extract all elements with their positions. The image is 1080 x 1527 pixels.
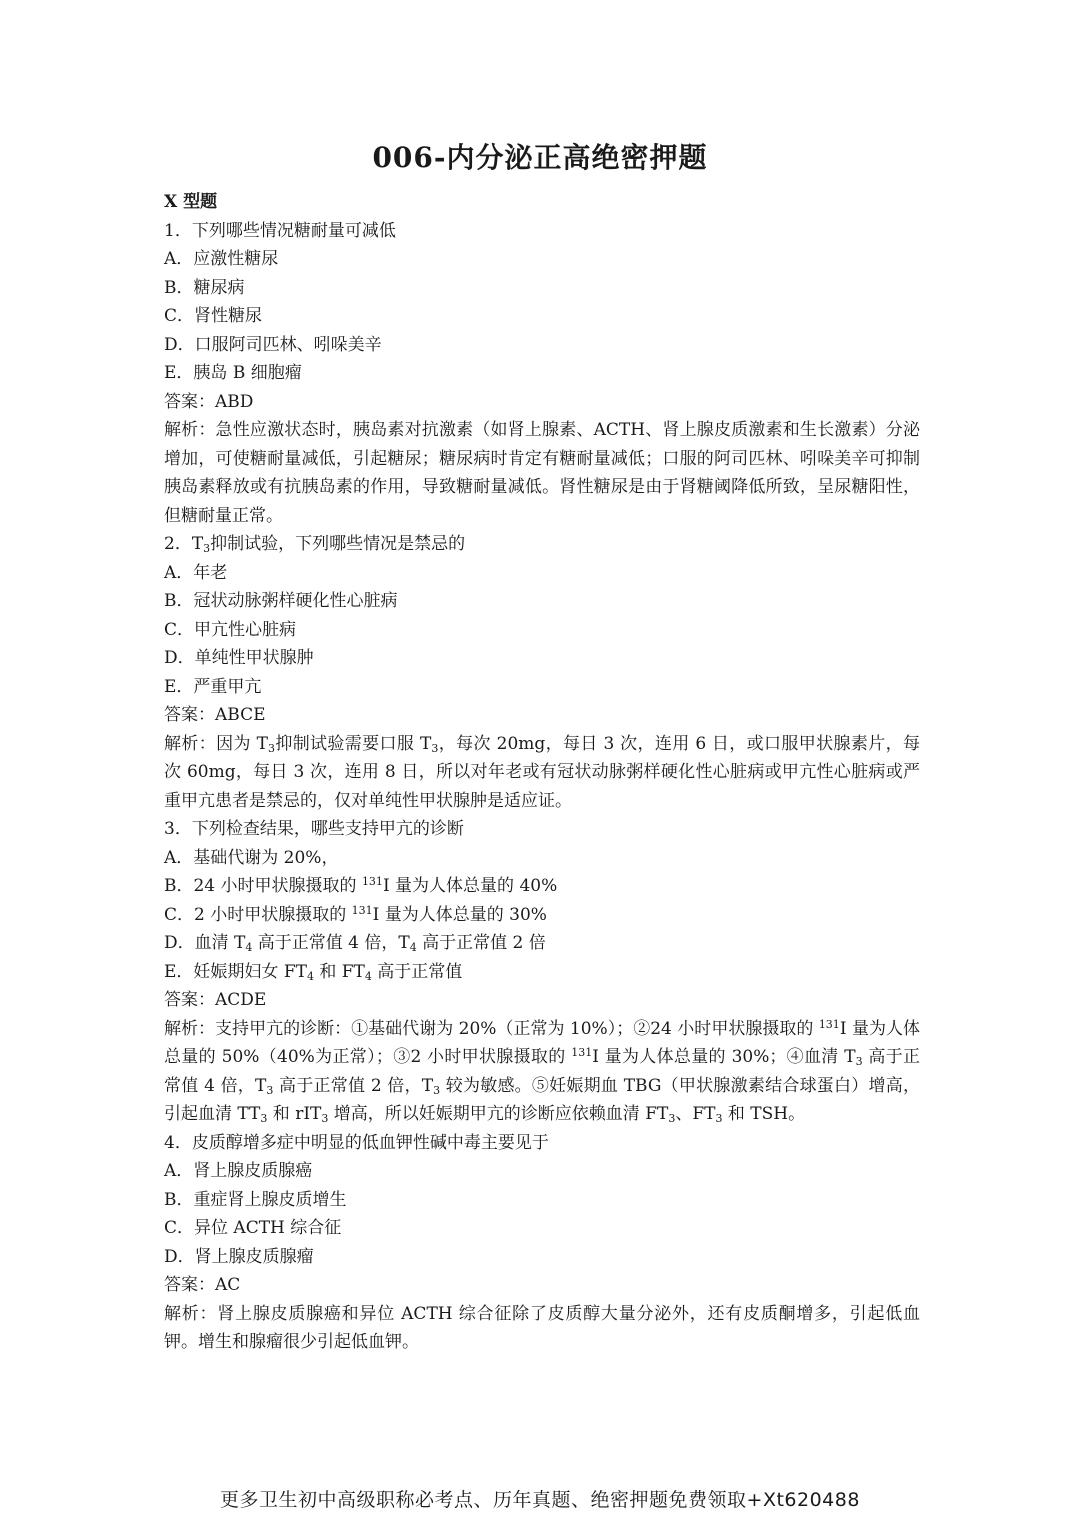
superscript: 131 [571, 1046, 593, 1059]
question-1-option-c: C．肾性糖尿 [164, 306, 263, 326]
subscript: 3 [433, 1083, 441, 1097]
question-3-option-c [164, 901, 920, 930]
question-4-option-c: C．异位 ACTH 综合征 [164, 1218, 342, 1238]
analysis-text: 解析：因为 T [164, 733, 268, 754]
subscript: 3 [203, 542, 211, 555]
option-text: C．2 小时甲状腺摄取的 [164, 904, 352, 925]
question-2-option-b: B．冠状动脉粥样硬化性心脏病 [164, 591, 398, 611]
analysis-text: 增高，所以妊娠期甲亢的诊断应依赖血清 FT [328, 1104, 669, 1124]
analysis-text: ，每次 20mg，每日 3 次，连用 6 日，或口服甲状腺素片，每次 60mg，每日 3 次，连用 8 日，所以对年老或有冠状动脉粥样硬化性心脏病或甲亢性心脏病或严重甲亢患者是禁忌的，仅对单纯性甲状腺肿是适应证。 [164, 733, 920, 811]
option-text: 高于正常值 4 倍，T [252, 933, 410, 953]
question-2-option-a: A．年老 [164, 562, 228, 583]
analysis-text: 高于正常值 2 倍，T [273, 1075, 434, 1096]
option-text: I 量为人体总量的 30% [372, 904, 547, 925]
question-4-answer: 答案：AC [164, 1275, 241, 1295]
analysis-text: I 量为人体总量的 50%（40%为正常）；③2 小时甲状腺摄取的 [164, 1018, 920, 1067]
question-3-stem: 3．下列检查结果，哪些支持甲亢的诊断 [164, 819, 464, 839]
analysis-text: 解析：支持甲亢的诊断：①基础代谢为 20%（正常为 10%）；②24 小时甲状腺摄取的 [164, 1018, 819, 1039]
question-4-analysis: 解析：肾上腺皮质腺癌和异位 ACTH 综合征除了皮质醇大量分泌外，还有皮质酮增多，引起低血钾。增生和腺瘤很少引起低血钾。 [164, 1303, 920, 1352]
superscript: 131 [818, 1017, 840, 1031]
analysis-text: 较为敏感。⑤妊娠期血 TBG（甲状腺激素结合球蛋白）增高，引起血清 TT [164, 1075, 920, 1124]
question-2-analysis [164, 730, 920, 816]
question-3-option-a: A．基础代谢为 20%， [164, 847, 339, 868]
section-heading: X 型题 [164, 192, 218, 212]
analysis-text: 和 rIT [267, 1104, 322, 1124]
analysis-text: I 量为人体总量的 30%；④血清 T [592, 1047, 856, 1067]
question-2-option-e: E．严重甲亢 [164, 676, 262, 697]
superscript: 131 [351, 903, 373, 917]
question-3-option-e [164, 958, 920, 987]
option-text: B．24 小时甲状腺摄取的 [164, 876, 362, 896]
stem-text: 2．T [164, 534, 204, 554]
question-4-option-a: A．肾上腺皮质腺癌 [164, 1161, 313, 1181]
question-4-option-b: B．重症肾上腺皮质增生 [164, 1189, 347, 1210]
option-text: 和 FT [313, 961, 365, 982]
question-1-option-b: B．糖尿病 [164, 277, 245, 298]
question-1-option-e: E．胰岛 B 细胞瘤 [164, 363, 302, 383]
question-4-option-d: D．肾上腺皮质腺瘤 [164, 1246, 314, 1267]
option-text: D．血清 T [164, 933, 246, 953]
subscript: 3 [715, 1112, 723, 1125]
question-1-stem: 1．下列哪些情况糖耐量可减低 [164, 220, 396, 241]
question-1-answer: 答案：ABD [164, 391, 254, 412]
subscript: 3 [855, 1055, 863, 1068]
subscript: 4 [409, 941, 417, 954]
question-1-analysis: 解析：急性应激状态时，胰岛素对抗激素（如肾上腺素、ACTH、肾上腺皮质激素和生长激素）分泌增加，可使糖耐量减低，引起糖尿；糖尿病时肯定有糖耐量减低；口服的阿司匹林、吲哚美辛可抑制胰岛素释放或有抗胰岛素的作用，导致糖耐量减低。肾性糖尿是由于肾糖阈降低所致，呈尿糖阳性，但糖耐量正常。 [164, 420, 920, 526]
superscript: 131 [361, 875, 383, 888]
analysis-text: 高于正常值 4 倍，T [164, 1047, 920, 1096]
option-text: 高于正常值 2 倍 [416, 933, 546, 953]
question-1-option-d: D．口服阿司匹林、吲哚美辛 [164, 334, 382, 355]
subscript: 3 [260, 1112, 268, 1125]
option-text: I 量为人体总量的 40% [382, 876, 558, 896]
subscript: 4 [245, 941, 253, 954]
promo-footer: 更多卫生初中高级职称必考点、历年真题、绝密押题免费领取+Xt620488 [220, 1489, 860, 1511]
subscript: 3 [266, 1083, 274, 1097]
option-text: 高于正常值 [371, 961, 463, 982]
document-body [164, 188, 920, 1357]
subscript: 3 [321, 1112, 329, 1125]
question-1-option-a: A．应激性糖尿 [164, 249, 279, 269]
question-3-analysis [164, 1015, 920, 1129]
question-3-option-d [164, 929, 920, 958]
analysis-text: 和 TSH。 [722, 1104, 806, 1124]
analysis-text: 抑制试验需要口服 T [274, 733, 432, 754]
subscript: 3 [267, 741, 275, 755]
question-2-option-c: C．甲亢性心脏病 [164, 619, 297, 640]
subscript: 3 [431, 741, 439, 755]
question-2-answer: 答案：ABCE [164, 705, 266, 725]
subscript: 4 [306, 969, 314, 983]
question-3-option-b [164, 872, 920, 901]
subscript: 4 [364, 969, 372, 983]
question-4-stem: 4．皮质醇增多症中明显的低血钾性碱中毒主要见于 [164, 1132, 549, 1153]
subscript: 3 [668, 1112, 676, 1125]
option-text: E．妊娠期妇女 FT [164, 961, 307, 982]
document-title: 006-内分泌正高绝密押题 [372, 141, 708, 174]
question-2-stem [164, 530, 920, 559]
analysis-text: 、FT [675, 1104, 716, 1124]
question-3-answer: 答案：ACDE [164, 990, 267, 1010]
question-2-option-d: D．单纯性甲状腺肿 [164, 648, 314, 668]
stem-text: 抑制试验，下列哪些情况是禁忌的 [210, 534, 466, 554]
